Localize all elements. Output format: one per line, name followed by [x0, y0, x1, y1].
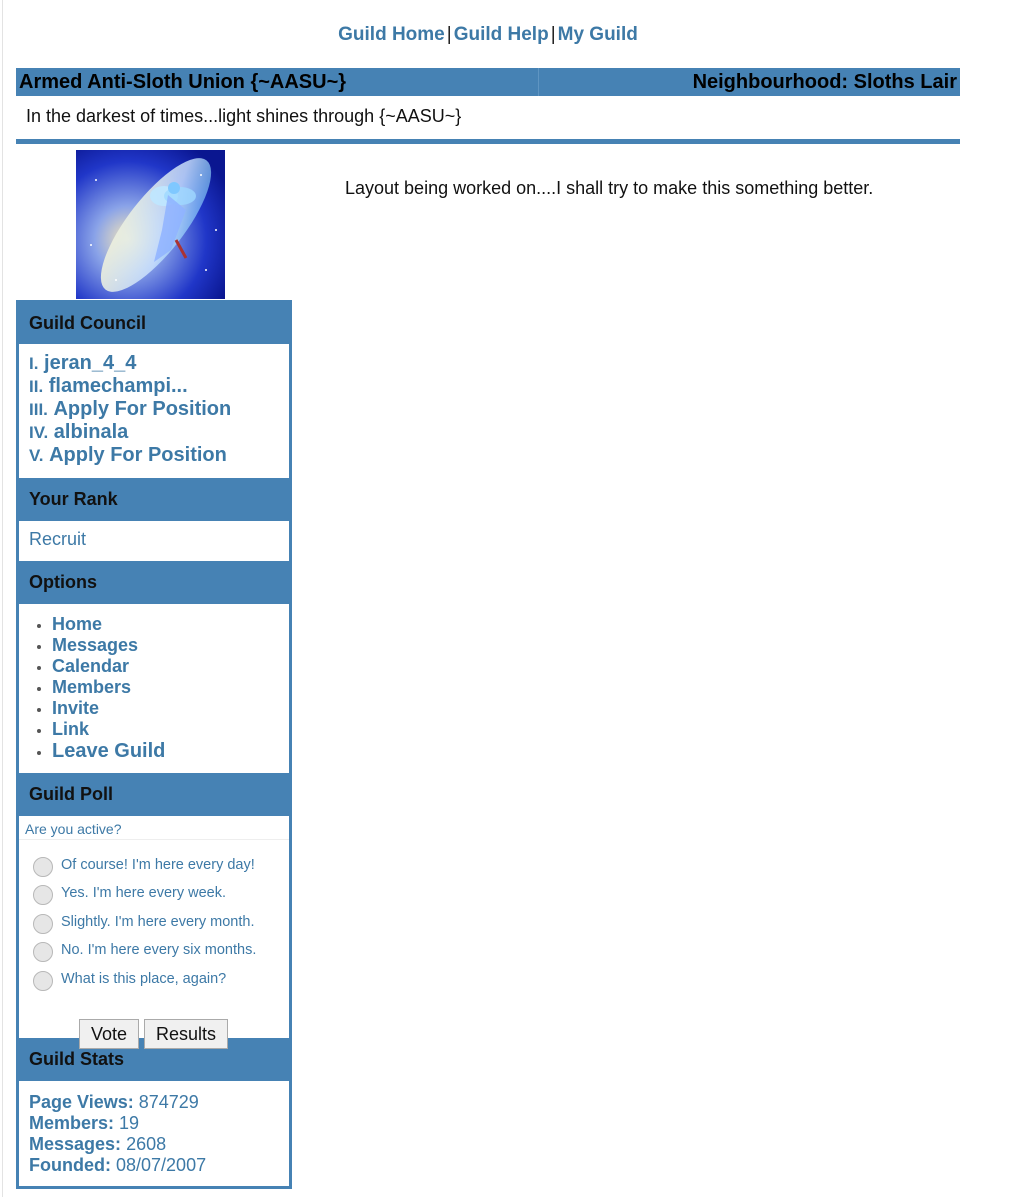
title-divider	[538, 68, 539, 96]
options-list	[19, 604, 289, 762]
top-navigation	[0, 24, 976, 46]
radio-button[interactable]	[33, 914, 53, 934]
guild-name: Armed Anti-Sloth Union {~AASU~}	[19, 70, 347, 93]
options-heading: Options	[29, 572, 97, 592]
page-edge-line	[2, 0, 3, 1197]
council-member[interactable]	[29, 421, 289, 444]
stats-box	[19, 1081, 289, 1186]
council-numeral: V.	[29, 446, 44, 465]
stat-members	[29, 1113, 289, 1134]
stats-heading: Guild Stats	[29, 1049, 125, 1069]
stat-messages	[29, 1134, 289, 1155]
poll-choice-label: Slightly. I'm here every month.	[61, 913, 255, 930]
faerie-avatar-image	[76, 150, 225, 299]
results-button[interactable]: Results	[144, 1019, 228, 1049]
stat-value: 19	[119, 1113, 140, 1133]
guild-help-link[interactable]: Guild Help	[453, 24, 549, 45]
stat-founded	[29, 1155, 289, 1176]
council-member-name[interactable]: jeran_4_4	[44, 352, 137, 374]
option-invite[interactable]: • Invite	[52, 698, 289, 719]
poll-choice-label: What is this place, again?	[61, 970, 227, 987]
rank-box	[19, 521, 289, 561]
guild-sidebar	[16, 300, 292, 1189]
poll-choice-label: Yes. I'm here every week.	[61, 884, 227, 901]
header-rule	[16, 139, 960, 144]
option-calendar[interactable]: • Calendar	[52, 656, 289, 677]
poll-heading: Guild Poll	[29, 784, 113, 804]
council-member[interactable]	[29, 375, 289, 398]
stat-label: Members:	[29, 1113, 115, 1133]
option-home[interactable]: • Home	[52, 614, 289, 635]
stat-value: 08/07/2007	[116, 1155, 207, 1175]
rank-value: Recruit	[29, 529, 87, 549]
guild-title-bar	[16, 68, 960, 96]
poll-choice[interactable]	[33, 880, 226, 905]
guild-avatar	[76, 150, 225, 299]
radio-button[interactable]	[33, 885, 53, 905]
stat-value: 874729	[138, 1092, 199, 1112]
council-member-name[interactable]: Apply For Position	[53, 398, 232, 420]
radio-button[interactable]	[33, 942, 53, 962]
options-box	[19, 604, 289, 773]
vote-button[interactable]: Vote	[79, 1019, 139, 1049]
council-numeral: I.	[29, 354, 39, 373]
council-list	[19, 344, 289, 467]
stat-page-views	[29, 1092, 289, 1113]
stat-label: Messages:	[29, 1134, 122, 1154]
council-heading: Guild Council	[29, 313, 146, 333]
nav-separator: |	[446, 24, 452, 45]
radio-button[interactable]	[33, 857, 53, 877]
my-guild-link[interactable]: My Guild	[557, 24, 638, 45]
stats-list	[19, 1081, 289, 1176]
council-box	[19, 344, 289, 478]
rank-heading: Your Rank	[29, 489, 118, 509]
council-member[interactable]	[29, 352, 289, 375]
poll-choice[interactable]	[33, 852, 255, 877]
council-member-name[interactable]: albinala	[53, 421, 129, 443]
poll-choice[interactable]	[33, 966, 226, 991]
guild-home-link[interactable]: Guild Home	[338, 24, 445, 45]
council-member-name[interactable]: Apply For Position	[49, 444, 227, 466]
guild-motto: In the darkest of times...light shines through {~AASU~}	[26, 106, 462, 126]
council-numeral: III.	[29, 400, 48, 419]
nav-separator: |	[550, 24, 556, 45]
council-member-name[interactable]: flamechampi...	[48, 375, 188, 397]
stat-value: 2608	[126, 1134, 167, 1154]
stat-label: Page Views:	[29, 1092, 134, 1112]
option-leave-guild[interactable]: • Leave Guild	[52, 740, 289, 762]
poll-choice-label: No. I'm here every six months.	[61, 941, 257, 958]
poll-choice[interactable]	[33, 909, 255, 934]
council-member[interactable]	[29, 444, 289, 467]
poll-question: Are you active?	[19, 816, 289, 840]
council-numeral: II.	[29, 377, 44, 396]
radio-button[interactable]	[33, 971, 53, 991]
council-numeral: IV.	[29, 423, 49, 442]
council-member[interactable]	[29, 398, 289, 421]
option-messages[interactable]: • Messages	[52, 635, 289, 656]
option-members[interactable]: • Members	[52, 677, 289, 698]
poll-choice[interactable]	[33, 937, 256, 962]
guild-neighbourhood: Neighbourhood: Sloths Lair	[692, 70, 957, 93]
poll-choice-label: Of course! I'm here every day!	[61, 856, 255, 873]
poll-box	[19, 816, 289, 1044]
stat-label: Founded:	[29, 1155, 111, 1175]
option-link[interactable]: • Link	[52, 719, 289, 740]
guild-intro-text: Layout being worked on....I shall try to make this something better.	[345, 178, 874, 198]
